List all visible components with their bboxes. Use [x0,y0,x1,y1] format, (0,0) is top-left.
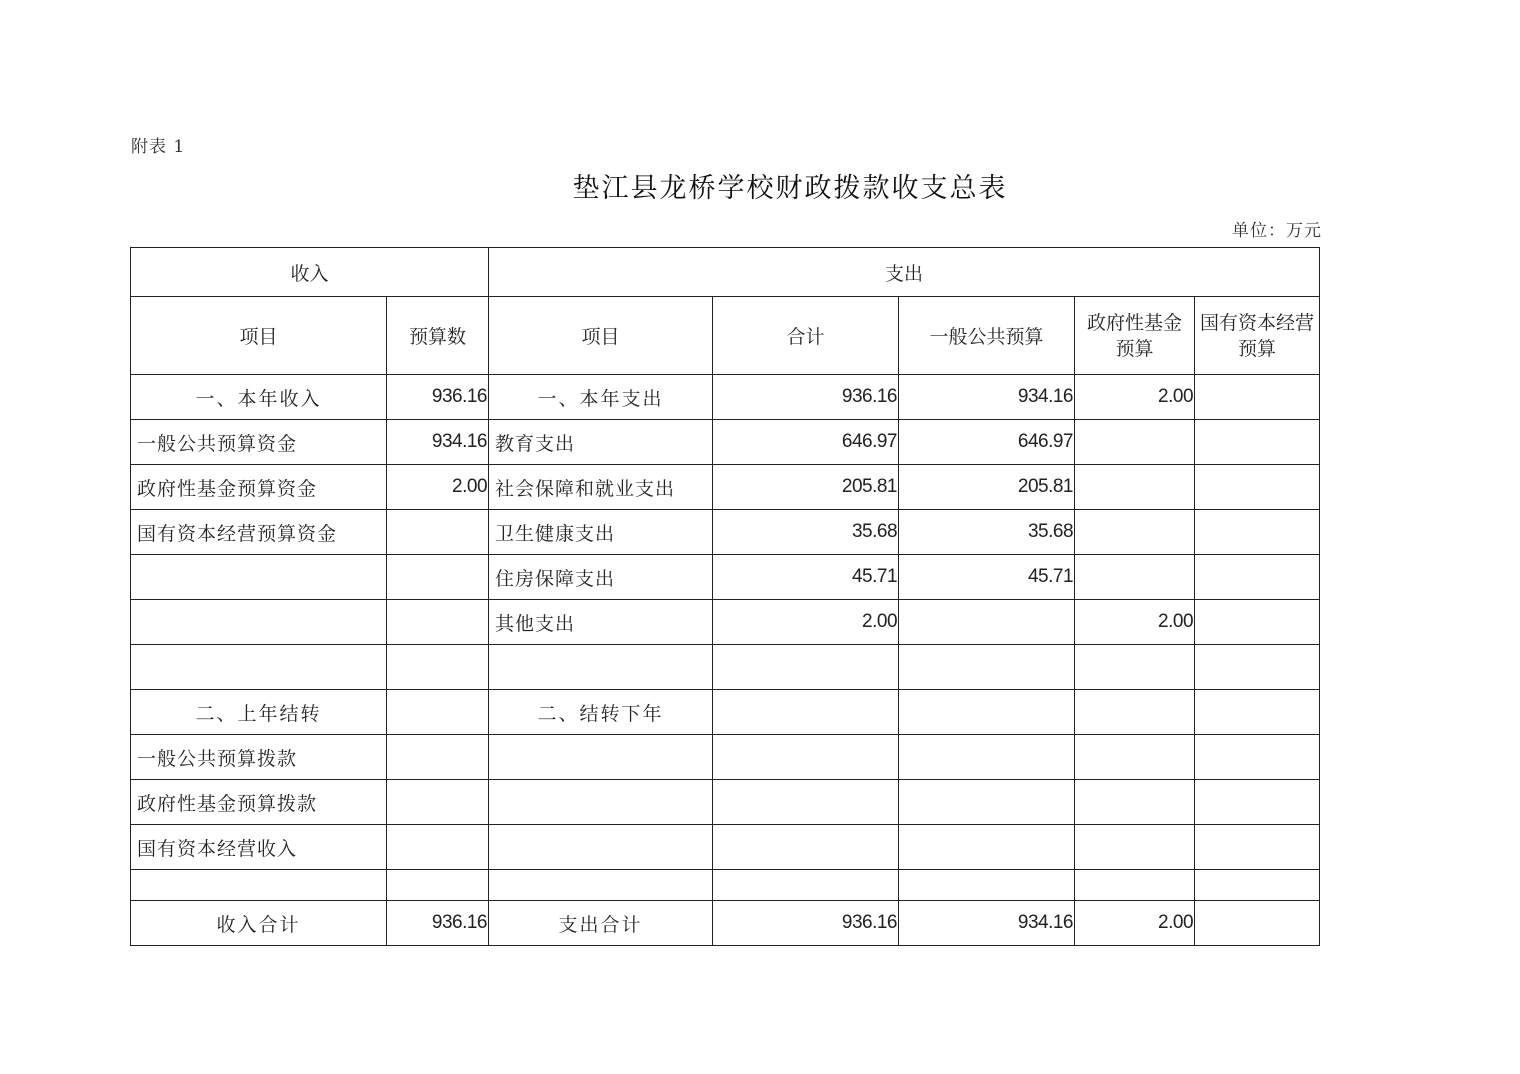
expense-item-cell: 一、本年支出 [489,375,713,420]
total-cell: 936.16 [713,375,899,420]
expense-item-cell: 其他支出 [489,600,713,645]
state-capital-budget-header: 国有资本经营预算 [1195,297,1320,375]
income-item-cell [131,600,387,645]
general-budget-cell [899,825,1075,870]
general-budget-cell: 35.68 [899,510,1075,555]
gov-fund-cell [1075,870,1195,901]
appendix-note: 附表 1 [131,137,186,157]
state-capital-cell [1195,901,1320,946]
state-capital-cell [1195,420,1320,465]
gov-fund-cell: 2.00 [1075,600,1195,645]
state-capital-cell [1195,555,1320,600]
income-item-header: 项目 [131,297,387,375]
general-budget-cell [899,735,1075,780]
general-budget-cell: 934.16 [899,901,1075,946]
expense-item-cell [489,645,713,690]
table-row [131,825,1320,870]
table-row [131,690,1320,735]
income-item-cell: 一、本年收入 [131,375,387,420]
income-value-cell [387,600,489,645]
income-header: 收入 [131,248,489,297]
total-cell: 35.68 [713,510,899,555]
income-value-cell [387,825,489,870]
total-cell [713,690,899,735]
table-row [131,555,1320,600]
general-budget-cell [899,690,1075,735]
general-budget-cell: 205.81 [899,465,1075,510]
total-cell [713,870,899,901]
total-cell [713,825,899,870]
gov-fund-cell [1075,420,1195,465]
total-cell: 646.97 [713,420,899,465]
income-item-cell: 二、上年结转 [131,690,387,735]
table-row [131,420,1320,465]
total-cell: 936.16 [713,901,899,946]
unit-label: 单位：万元 [1232,221,1322,241]
general-budget-cell [899,600,1075,645]
general-budget-cell: 934.16 [899,375,1075,420]
expense-item-header: 项目 [489,297,713,375]
state-capital-cell [1195,600,1320,645]
expense-header: 支出 [489,248,1320,297]
table-row [131,870,1320,901]
income-item-cell: 一般公共预算拨款 [131,735,387,780]
expense-item-cell [489,825,713,870]
general-budget-cell: 646.97 [899,420,1075,465]
gov-fund-cell [1075,555,1195,600]
state-capital-cell [1195,735,1320,780]
general-budget-cell [899,780,1075,825]
total-header: 合计 [713,297,899,375]
income-total-value: 936.16 [387,901,489,946]
income-value-cell: 934.16 [387,420,489,465]
total-cell [713,645,899,690]
table-row [131,465,1320,510]
expense-item-cell [489,780,713,825]
table-row [131,510,1320,555]
expense-item-cell: 社会保障和就业支出 [489,465,713,510]
total-cell [713,780,899,825]
income-value-cell [387,870,489,901]
income-total-label: 收入合计 [131,901,387,946]
expense-item-cell: 卫生健康支出 [489,510,713,555]
gov-fund-cell: 2.00 [1075,375,1195,420]
income-item-cell: 国有资本经营收入 [131,825,387,870]
gov-fund-budget-header: 政府性基金预算 [1075,297,1195,375]
income-item-cell [131,870,387,901]
table-row [131,645,1320,690]
income-value-cell [387,645,489,690]
totals-row [131,901,1320,946]
total-cell: 205.81 [713,465,899,510]
budget-summary-table [130,247,1320,946]
gov-fund-cell [1075,645,1195,690]
state-capital-cell [1195,825,1320,870]
gov-fund-cell [1075,735,1195,780]
expense-item-cell: 二、结转下年 [489,690,713,735]
income-value-cell [387,555,489,600]
header-row-columns [131,297,1320,375]
general-budget-cell [899,645,1075,690]
expense-item-cell: 住房保障支出 [489,555,713,600]
header-row-group [131,248,1320,297]
state-capital-cell [1195,690,1320,735]
state-capital-cell [1195,510,1320,555]
total-cell: 45.71 [713,555,899,600]
state-capital-cell [1195,375,1320,420]
income-value-cell [387,690,489,735]
income-item-cell: 政府性基金预算拨款 [131,780,387,825]
general-budget-cell [899,870,1075,901]
income-value-cell: 2.00 [387,465,489,510]
state-capital-cell [1195,870,1320,901]
general-budget-cell: 45.71 [899,555,1075,600]
gov-fund-cell [1075,465,1195,510]
state-capital-cell [1195,645,1320,690]
expense-item-cell [489,735,713,780]
income-value-cell [387,780,489,825]
page-title: 垫江县龙桥学校财政拨款收支总表 [572,173,1008,204]
expense-item-cell [489,870,713,901]
income-item-cell: 一般公共预算资金 [131,420,387,465]
gov-fund-cell [1075,780,1195,825]
general-budget-header: 一般公共预算 [899,297,1075,375]
table-row [131,375,1320,420]
income-value-cell [387,510,489,555]
state-capital-cell [1195,465,1320,510]
income-budget-header: 预算数 [387,297,489,375]
income-value-cell [387,735,489,780]
income-item-cell [131,645,387,690]
expense-total-label: 支出合计 [489,901,713,946]
income-item-cell: 政府性基金预算资金 [131,465,387,510]
table-row [131,735,1320,780]
table-row [131,780,1320,825]
gov-fund-cell [1075,510,1195,555]
income-item-cell: 国有资本经营预算资金 [131,510,387,555]
total-cell: 2.00 [713,600,899,645]
expense-item-cell: 教育支出 [489,420,713,465]
income-value-cell: 936.16 [387,375,489,420]
total-cell [713,735,899,780]
gov-fund-cell [1075,825,1195,870]
state-capital-cell [1195,780,1320,825]
gov-fund-cell: 2.00 [1075,901,1195,946]
income-item-cell [131,555,387,600]
table-row [131,600,1320,645]
gov-fund-cell [1075,690,1195,735]
